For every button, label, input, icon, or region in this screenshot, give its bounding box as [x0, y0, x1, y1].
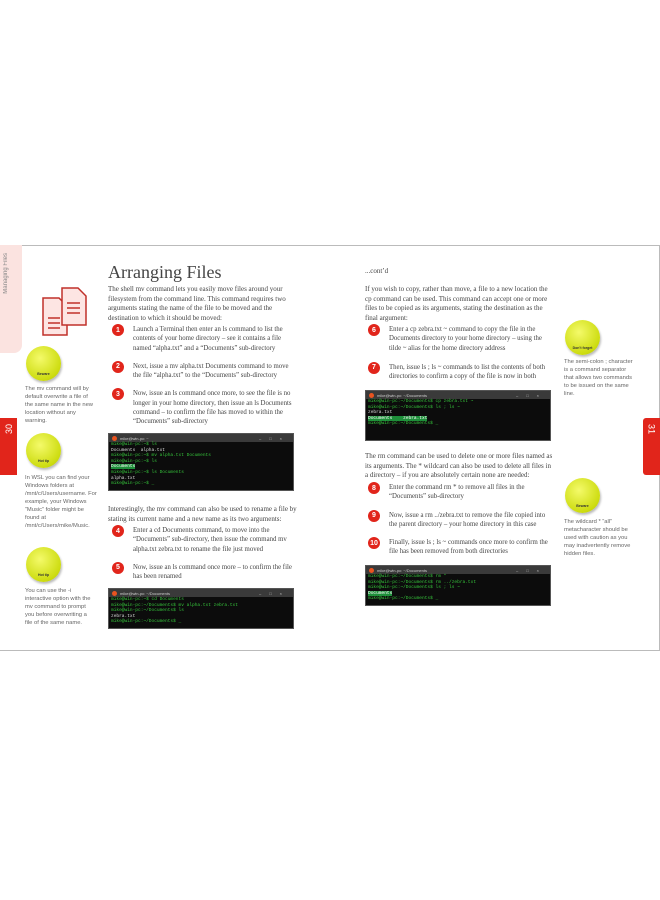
ubuntu-icon	[112, 591, 117, 596]
step: 2 Next, issue a mv alpha.txt Documents command to move the file “alpha.txt” to the “Documents” sub-directory	[112, 362, 294, 381]
continued-heading: ...cont’d	[365, 267, 389, 275]
ubuntu-icon	[369, 568, 374, 573]
page-number-right: 31	[643, 418, 660, 475]
page-number-left: 30	[0, 418, 17, 475]
tip-text: The semi-colon ; character is a command separator that allows two commands to be issued on the same line.	[564, 359, 633, 397]
dont-forget-badge-icon: Don’t forget	[565, 320, 600, 355]
tip-text: The mv command will by default overwrite a file of the same name in the new location without any warning.	[25, 386, 93, 424]
step: 9 Now, issue a rm ../zebra.txt to remove the file copied into the parent directory – your home directory in this case	[368, 511, 554, 530]
tip-text: The wildcard * “all” metacharacter should be used with caution as you may inadvertently remove hidden files.	[564, 519, 631, 557]
terminal-screenshot: mike@win-pc: ~/Documents –□× mike@win-pc:~/Documents$ rm * mike@win-pc:~/Documents$ rm ../zebra.txt mike@win-pc:~/Documents$ ls ; ls ~ Documents mike@win-pc:~/Documents$ _	[365, 565, 551, 606]
steps-6-7	[368, 325, 552, 381]
hot-tip-badge-icon: Hot tip	[26, 433, 61, 468]
step: 3 Now, issue an ls command once more, to see the file is no longer in your home directory, then issue an ls Documents command – to confirm the file has moved to within the “Documents” sub-directory	[112, 389, 294, 426]
step: 1 Launch a Terminal then enter an ls command to list the contents of your home directory – see it contains a file named “alpha.txt” and a “Documents” sub-directory	[112, 325, 294, 353]
beware-badge-icon: Beware	[565, 478, 600, 513]
step: 7 Then, issue ls ; ls ~ commands to list the contents of both directories to confirm a copy of the file is now in both	[368, 363, 552, 382]
steps-4-5	[112, 526, 294, 581]
documents-icon	[40, 285, 96, 337]
page-title: Arranging Files	[108, 262, 222, 282]
step: 4 Enter a cd Documents command, to move into the “Documents” sub-directory, then issue the command mv alpha.txt zebra.txt to rename the file just moved	[112, 526, 294, 554]
book-spread	[0, 245, 660, 651]
rename-paragraph: Interestingly, the mv command can also be used to rename a file by stating its current name and a new name as its two arguments:	[108, 505, 297, 523]
copy-paragraph: If you wish to copy, rather than move, a file to a new location the cp command can be used. This command can accept one or more files to be copied as its arguments, stating the destination as the final argument:	[365, 285, 548, 322]
intro-paragraph: The shell mv command lets you easily move files around your filesystem from the command line. This command requires two arguments stating the name of the file to be moved and the destination to which it should be moved:	[108, 285, 286, 322]
beware-badge-icon: Beware	[26, 346, 61, 381]
tip-text: In WSL you can find your Windows folders at /mnt/c/Users/username. For example, your Windows “Music” folder might be found at /mnt/c/Users/mike/Music.	[25, 475, 97, 529]
ubuntu-icon	[369, 393, 374, 398]
steps-8-10	[368, 483, 554, 557]
terminal-screenshot: mike@win-pc: ~ –□× mike@win-pc:~$ ls Documents alpha.txt mike@win-pc:~$ mv alpha.txt Documents mike@win-pc:~$ ls Documents mike@win-pc:~$ ls Documents alpha.txt mike@win-pc:~$ _	[108, 433, 294, 491]
ubuntu-icon	[112, 436, 117, 441]
section-tab: Managing Files	[0, 245, 22, 353]
delete-paragraph: The rm command can be used to delete one or more files named as its arguments. The * wildcard can also be used to delete all files in a directory – if you are absolutely certain none are needed:	[365, 452, 553, 479]
step: 5 Now, issue an ls command once more – to confirm the file has been renamed	[112, 563, 294, 582]
terminal-screenshot: mike@win-pc: ~/Documents –□× mike@win-pc:~$ cd Documents mike@win-pc:~/Documents$ mv alpha.txt zebra.txt mike@win-pc:~/Documents$ ls zebra.txt mike@win-pc:~/Documents$ _	[108, 588, 294, 629]
step: 10 Finally, issue ls ; ls ~ commands once more to confirm the file has been removed from both directories	[368, 538, 554, 557]
tip-text: You can use the -i interactive option with the mv command to prompt you before overwriting a file of the same name.	[25, 588, 91, 626]
hot-tip-badge-icon: Hot tip	[26, 547, 61, 582]
step: 6 Enter a cp zebra.txt ~ command to copy the file in the Documents directory to your home directory – using the tilde ~ alias for the home directory address	[368, 325, 552, 353]
terminal-screenshot: mike@win-pc: ~/Documents –□× mike@win-pc:~/Documents$ cp zebra.txt ~ mike@win-pc:~/Documents$ ls ; ls ~ zebra.txt Documents zebra.txt mike@win-pc:~/Documents$ _	[365, 390, 551, 441]
steps-1-3	[112, 325, 294, 427]
step: 8 Enter the command rm * to remove all files in the “Documents” sub-directory	[368, 483, 554, 502]
